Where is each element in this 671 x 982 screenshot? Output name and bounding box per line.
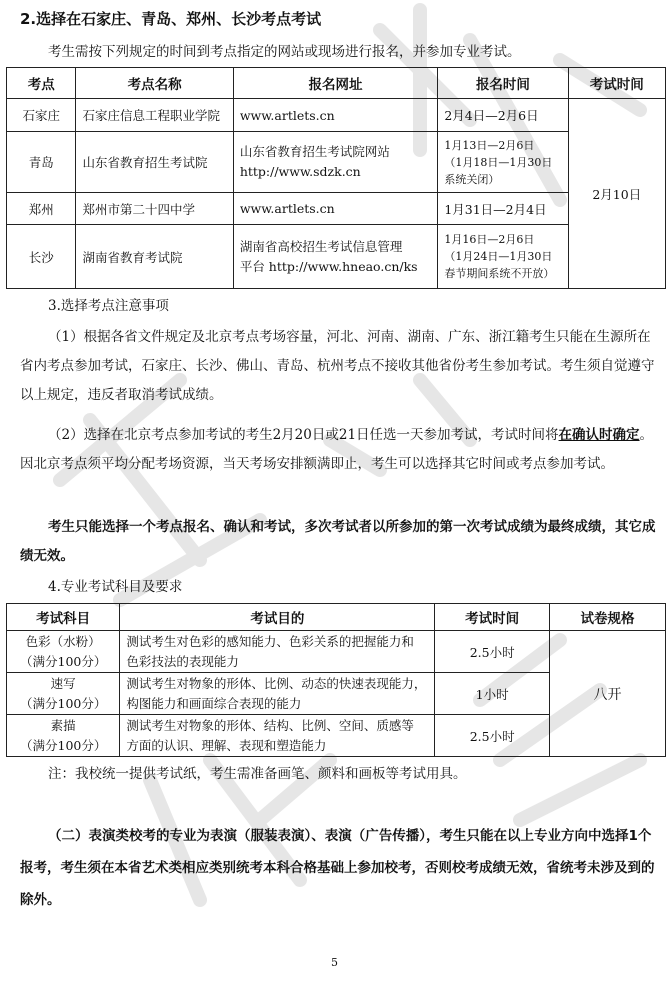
purpose-cell: 测试考生对物象的形体、比例、动态的快速表现能力， 构图能力和画面综合表现的能力	[120, 673, 435, 715]
table-row	[7, 631, 666, 673]
table1-header: 考点	[7, 68, 76, 99]
confirm-emphasis: 在确认时确定	[558, 427, 640, 443]
exam-site-table	[6, 67, 666, 289]
url-cell: 湖南省高校招生考试信息管理 平台 http://www.hneao.cn/ks	[233, 225, 438, 289]
reg-time-cell: 2月4日—2月6日	[438, 99, 568, 132]
table2-header: 考试科目	[7, 604, 120, 631]
subject-score: （满分100分）	[20, 653, 107, 669]
section2-intro: 考生需按下列规定的时间到考点指定的网站或现场进行报名，并参加专业考试。	[48, 44, 521, 60]
materials-note: 注：我校统一提供考试纸，考生需准备画笔、颜料和画板等考试用具。	[48, 766, 467, 782]
section4-title: 4.专业考试科目及要求	[48, 579, 183, 595]
table-row	[7, 225, 666, 289]
table1-header: 考点名称	[76, 68, 233, 99]
duration-cell: 2.5小时	[435, 631, 550, 673]
subject-score: （满分100分）	[20, 695, 107, 711]
site-name-cell: 郑州市第二十四中学	[76, 193, 233, 225]
url-cell: www.artlets.cn	[233, 99, 438, 132]
reg-time-note: （1月18日—1月30日 系统关闭）	[444, 155, 553, 186]
city-cell: 长沙	[7, 225, 76, 289]
duration-cell: 1小时	[435, 673, 550, 715]
page-number: 5	[331, 956, 338, 969]
table-row	[7, 193, 666, 225]
section3-title: 3.选择考点注意事项	[48, 298, 169, 314]
table2-header: 考试目的	[120, 604, 435, 631]
reg-time-cell: 1月31日—2月4日	[438, 193, 568, 225]
reg-time-main: 1月13日—2月6日	[444, 138, 535, 152]
table1-header: 考试时间	[568, 68, 665, 99]
table2-header: 考试时间	[435, 604, 550, 631]
section3-warning: 考生只能选择一个考点报名、确认和考试，多次考试者以所参加的第一次考试成绩为最终成绩，其它成绩无效。	[20, 519, 656, 564]
subject-cell	[7, 715, 120, 757]
paragraph-2-text-end: 。因北京考点须平均分配考场资源，当天考场安排额满即止，考生可以选择其它时间或考点参加考试。	[20, 427, 654, 472]
reg-time-note: （1月24日—1月30日 春节期间系统不开放）	[444, 250, 555, 280]
url-cell: 山东省教育招生考试院网站 http://www.sdzk.cn	[233, 132, 438, 193]
site-name-cell: 山东省教育招生考试院	[76, 132, 233, 193]
city-cell: 郑州	[7, 193, 76, 225]
exam-time-cell: 2月10日	[568, 99, 665, 289]
table-row	[7, 132, 666, 193]
city-cell: 石家庄	[7, 99, 76, 132]
subject-cell	[7, 673, 120, 715]
subject-name: 素描	[50, 717, 76, 733]
purpose-cell: 测试考生对物象的形体、结构、比例、空间、质感等 方面的认识、理解、表现和塑造能力	[120, 715, 435, 757]
subject-cell	[7, 631, 120, 673]
subject-table	[6, 603, 666, 757]
purpose-cell: 测试考生对色彩的感知能力、色彩关系的把握能力和 色彩技法的表现能力	[120, 631, 435, 673]
table-row	[7, 99, 666, 132]
subject-score: （满分100分）	[20, 737, 107, 753]
subject-name: 色彩（水粉）	[25, 633, 101, 649]
section3-paragraph-2	[20, 421, 660, 479]
section2-title: 2.选择在石家庄、青岛、郑州、长沙考点考试	[20, 10, 322, 28]
performance-section: （二）表演类校考的专业为表演（服装表演）、表演（广告传播），考生只能在以上专业方向中选择1个报考，考生须在本省艺术类相应类别统考本科合格基础上参加校考，否则校考成绩无效，省统考未涉及到的除外。	[20, 828, 655, 908]
paragraph-2-text: （2）选择在北京考点参加考试的考生2月20日或21日任选一天参加考试，考试时间将	[48, 427, 559, 443]
section3-paragraph-1: （1）根据各省文件规定及北京考点考场容量，河北、河南、湖南、广东、浙江籍考生只能在生源所在省内考点参加考试，石家庄、长沙、佛山、青岛、杭州考点不接收其他省份考生参加考试。考生须自觉遵守以上规定，违反者取消考试成绩。	[20, 329, 655, 403]
reg-time-main: 1月16日—2月6日	[444, 233, 535, 246]
duration-cell: 2.5小时	[435, 715, 550, 757]
reg-time-cell	[438, 225, 568, 289]
subject-name: 速写	[50, 675, 76, 691]
reg-time-cell	[438, 132, 568, 193]
table1-header: 报名网址	[233, 68, 438, 99]
url-cell: www.artlets.cn	[233, 193, 438, 225]
paper-size-cell: 八开	[550, 631, 666, 757]
table1-header: 报名时间	[438, 68, 568, 99]
site-name-cell: 石家庄信息工程职业学院	[76, 99, 233, 132]
site-name-cell: 湖南省教育考试院	[76, 225, 233, 289]
table2-header: 试卷规格	[550, 604, 666, 631]
city-cell: 青岛	[7, 132, 76, 193]
